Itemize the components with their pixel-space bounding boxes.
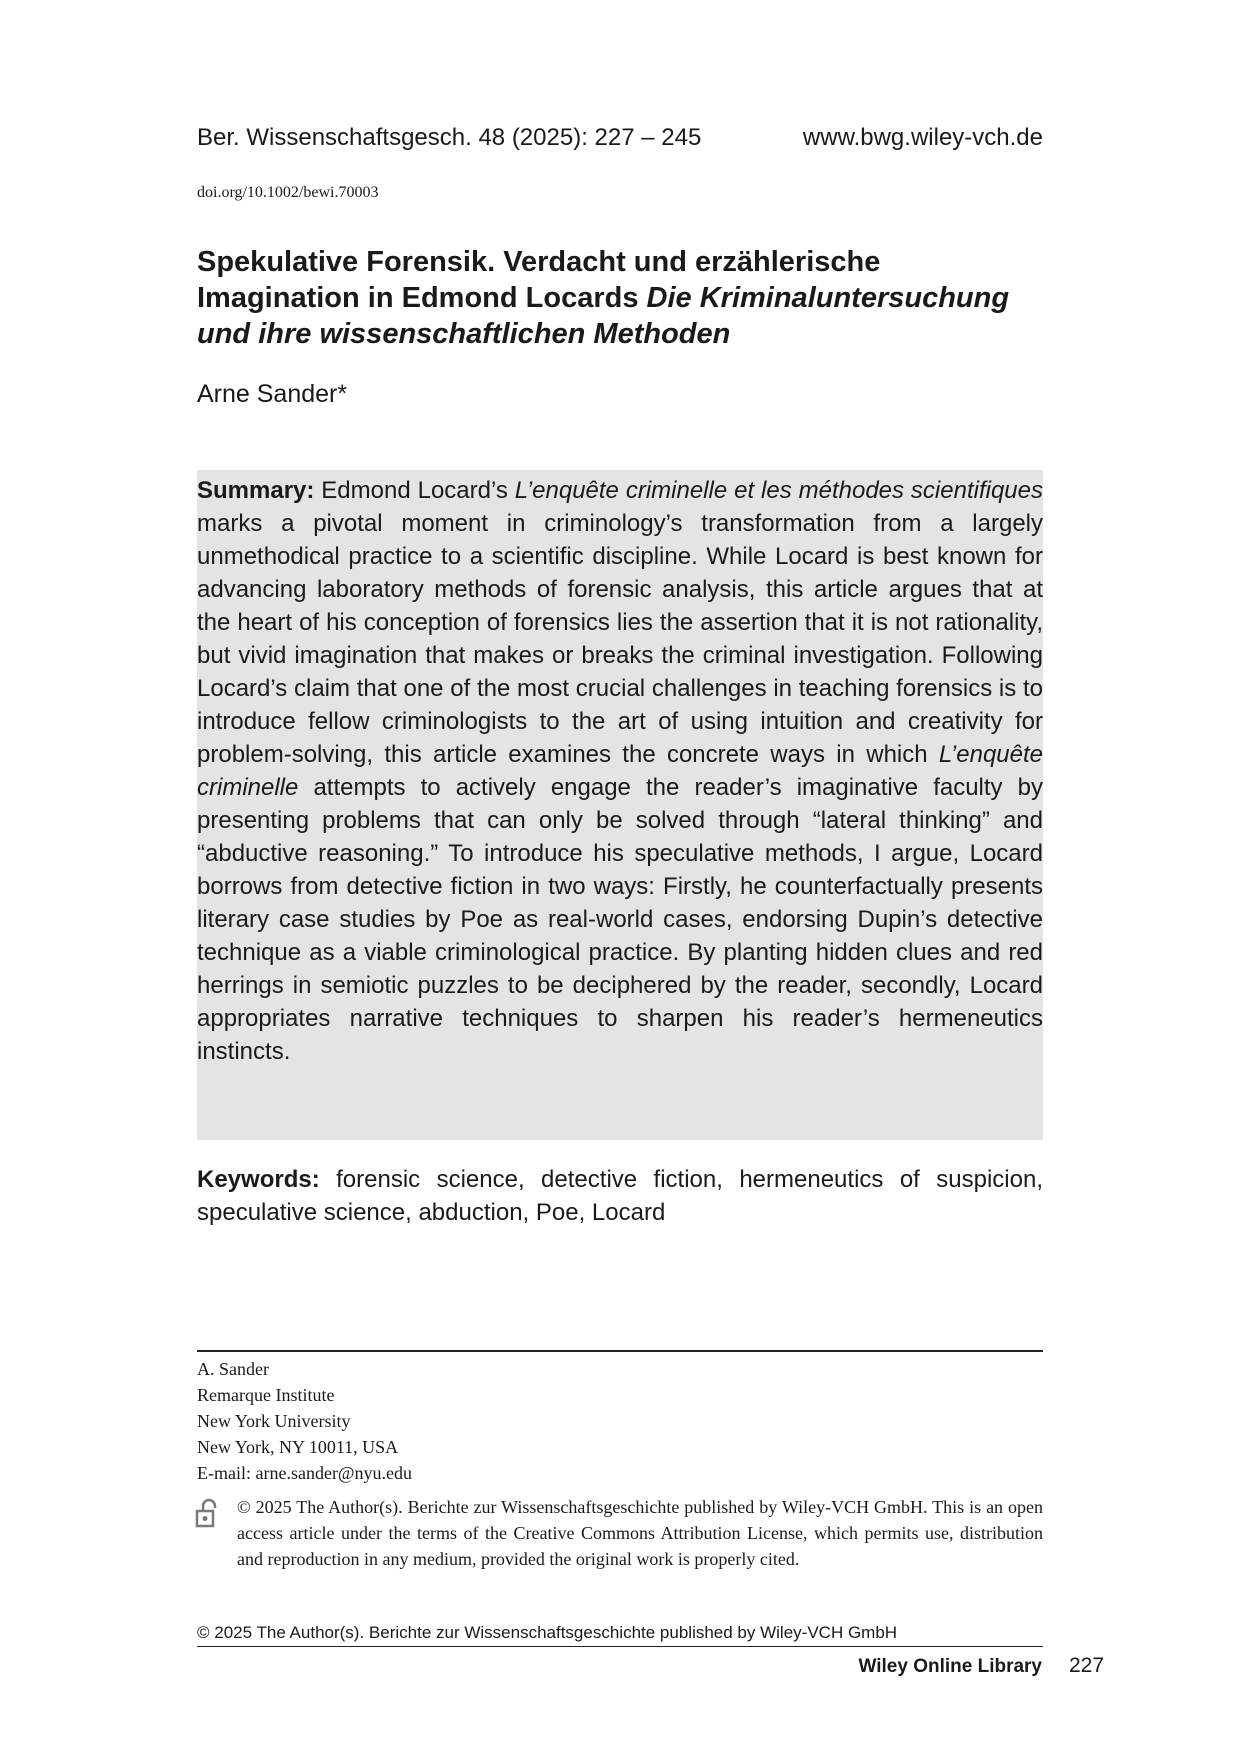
page-number: 227 [1069, 1654, 1105, 1677]
journal-url-link[interactable]: www.bwg.wiley-vch.de [802, 124, 1043, 151]
affiliation-institute: Remarque Institute [197, 1385, 335, 1405]
summary-italic-title-2: L’enquête criminelle [197, 741, 1043, 801]
license-statement: © 2025 The Author(s). Berichte zur Wissenschaftsgeschichte published by Wiley-VCH GmbH. This is an open access article under the terms of the Creative Commons Attribution License, which permits use, distribution and reproduction in any medium, provided the original work is properly cited. [237, 1497, 1043, 1569]
summary-text-1: Edmond Locard’s [314, 477, 515, 504]
title-line-2 [197, 280, 1057, 316]
footnote-divider [197, 1350, 1043, 1352]
summary-italic-title-1: L’enquête criminelle et les méthodes scientifiques [514, 477, 1043, 504]
affiliation-university: New York University [197, 1411, 351, 1431]
title-line-1: Spekulative Forensik. Verdacht und erzählerische [197, 246, 881, 278]
running-header [197, 124, 1043, 158]
summary-text-3: attempts to actively engage the reader’s imaginative faculty by presenting problems that can only be solved through “lateral thinking” and “abductive reasoning.” To introduce his speculative methods, I argue, Locard borrows from detective fiction in two ways: Firstly, he counterfactually presents literary case studies by Poe as real-world cases, endorsing Dupin’s detective technique as a viable criminological practice. By planting hidden clues and red herrings in semiotic puzzles to be deciphered by the reader, secondly, Locard appropriates narrative techniques to sharpen his reader’s hermeneutics instincts. [197, 774, 1043, 1065]
title-line-2-regular: Imagination in Edmond Locards [197, 282, 647, 314]
author-name: Arne Sander* [197, 380, 348, 408]
keywords-text: forensic science, detective fiction, hermeneutics of suspicion, speculative science, abduction, Poe, Locard [197, 1166, 1043, 1226]
summary-text-2: marks a pivotal moment in criminology’s transformation from a largely unmethodical practice to a scientific discipline. While Locard is best known for advancing laboratory methods of forensic analysis, this article argues that at the heart of his conception of forensics lies the assertion that it is not rationality, but vivid imagination that makes or breaks the criminal investigation. Following Locard’s claim that one of the most crucial challenges in teaching forensics is to introduce fellow criminologists to the art of using intuition and creativity for problem-solving, this article examines the concrete ways in which [197, 510, 1043, 768]
footer-copyright: © 2025 The Author(s). Berichte zur Wissenschaftsgeschichte published by Wiley-VCH GmbH [197, 1623, 898, 1642]
affiliation-address: New York, NY 10011, USA [197, 1437, 399, 1457]
title-line-2-italic: Die Kriminaluntersuchung [646, 282, 1010, 314]
summary-paragraph [197, 474, 1043, 1068]
title-line-3: und ihre wissenschaftlichen Methoden [197, 318, 731, 350]
affiliation-email[interactable]: E-mail: arne.sander@nyu.edu [197, 1463, 412, 1483]
keywords-label: Keywords: [197, 1166, 320, 1193]
open-access-lock-icon [195, 1498, 221, 1528]
keywords-paragraph [197, 1163, 1043, 1229]
affiliation-name: A. Sander [197, 1359, 269, 1379]
summary-label: Summary: [197, 477, 315, 504]
doi-link[interactable]: doi.org/10.1002/bewi.70003 [197, 184, 379, 201]
article-title [197, 244, 1057, 352]
journal-reference: Ber. Wissenschaftsgesch. 48 (2025): 227 – 245 [197, 124, 702, 151]
footer-divider [197, 1646, 1043, 1647]
author-affiliation [197, 1356, 412, 1486]
wiley-online-library-logo: Wiley Online Library [858, 1656, 1042, 1677]
